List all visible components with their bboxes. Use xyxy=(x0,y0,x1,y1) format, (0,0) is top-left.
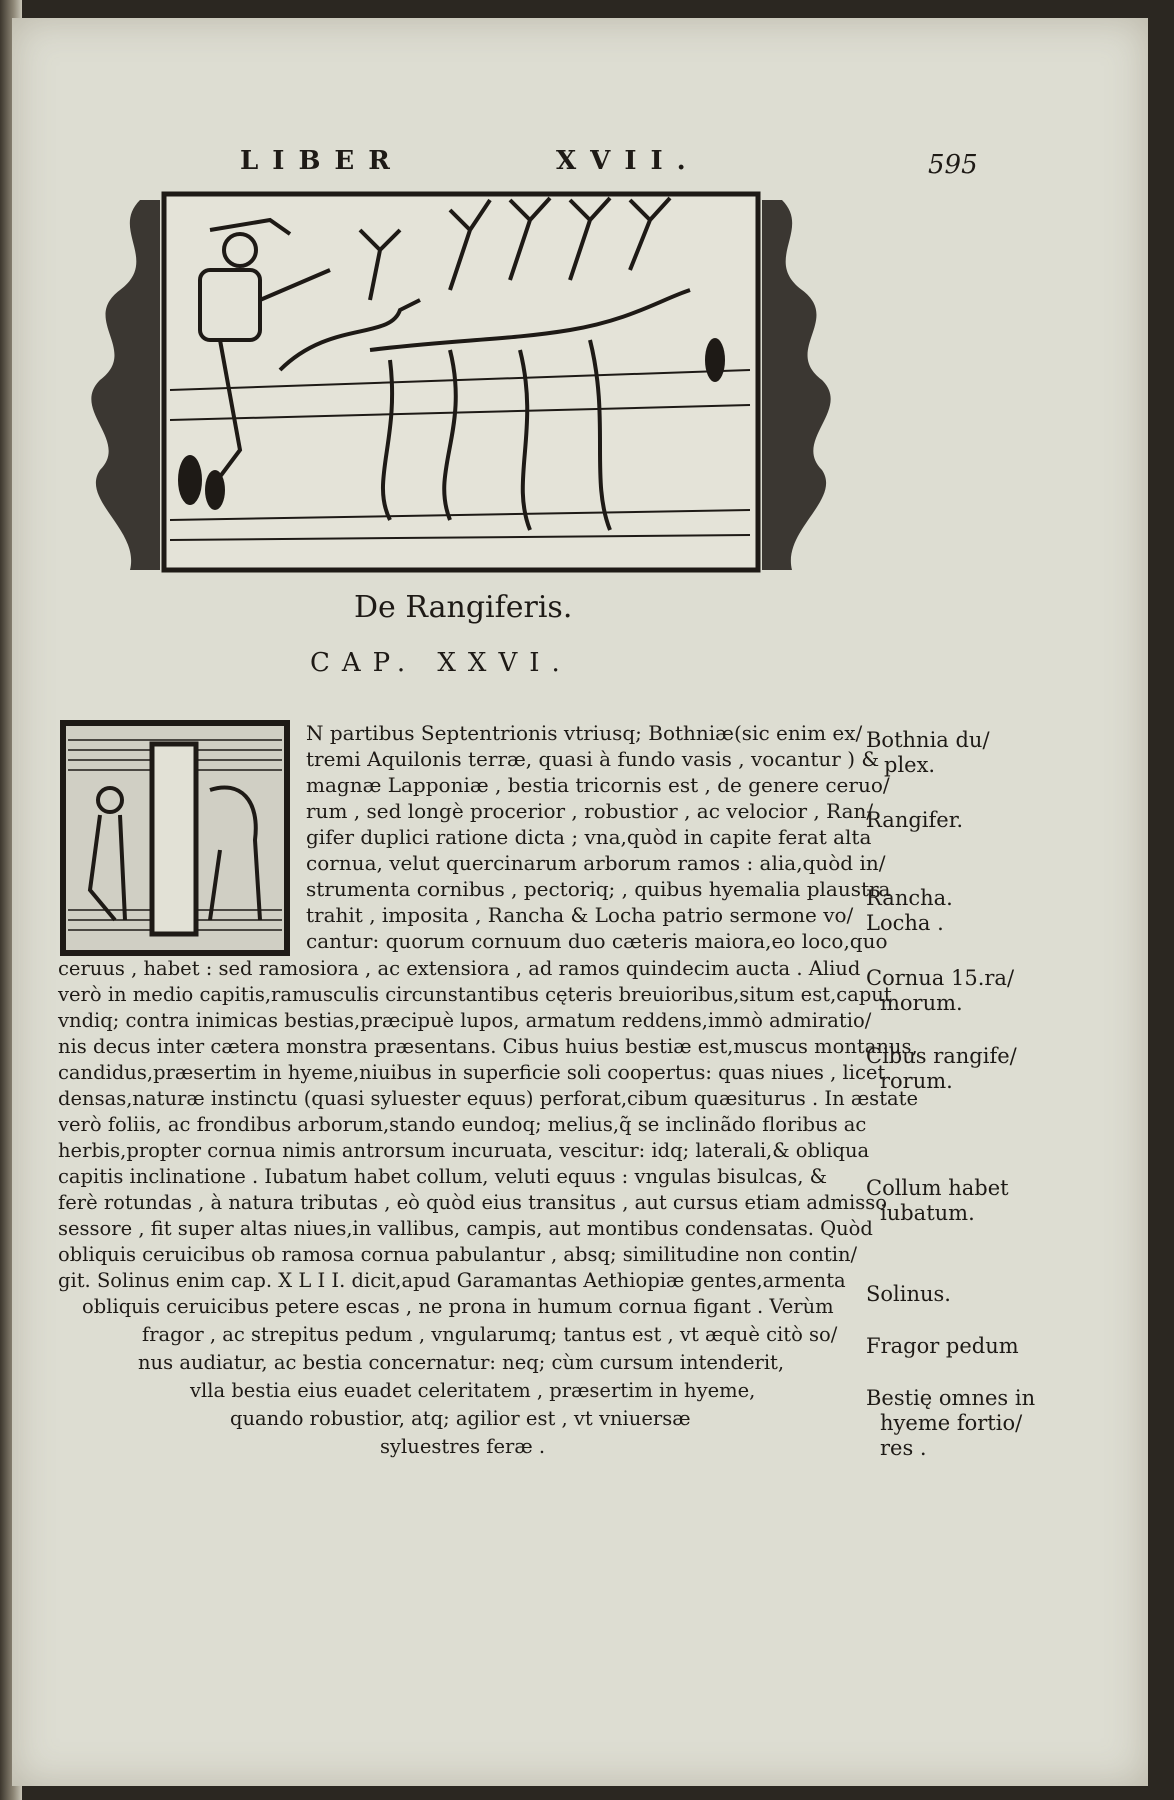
text-line: verò in medio capitis,ramusculis circunstantibus cęteris breuioribus,situm est,caput xyxy=(58,983,892,1006)
margin-note: Solinus. xyxy=(866,1282,951,1306)
folio-number: 595 xyxy=(928,150,978,180)
margin-note: Bestię omnes in hyeme fortio/ res . xyxy=(866,1386,1036,1460)
text-line: quando robustior, atq; agilior est , vt vniuersæ xyxy=(230,1407,691,1430)
text-line: ferè rotundas , à natura tributas , eò quòd eius transitus , aut cursus etiam admisso xyxy=(58,1191,887,1214)
running-head-right: XVII. xyxy=(556,146,700,176)
text-line: vndiq; contra inimicas bestias,præcipuè lupos, armatum reddens,immò admiratio/ xyxy=(58,1009,872,1032)
text-line: nus audiatur, ac bestia concernatur: neq; cùm cursum intenderit, xyxy=(138,1351,785,1374)
margin-note: Rangifer. xyxy=(866,808,964,832)
text-line: magnæ Lapponiæ , bestia tricornis est , de genere ceruo/ xyxy=(306,773,890,797)
margin-note: Cibus rangife/ rorum. xyxy=(866,1044,1017,1093)
text-line: obliquis ceruicibus petere escas , ne prona in humum cornua figant . Verùm xyxy=(82,1295,834,1318)
margin-note: Fragor pedum xyxy=(866,1334,1019,1358)
text-line: nis decus inter cætera monstra præsentans. Cibus huius bestiæ est,muscus montanus, xyxy=(58,1035,918,1058)
text-line: syluestres feræ . xyxy=(380,1435,546,1458)
text-line: densas,naturæ instinctu (quasi syluester equus) perforat,cibum quæsiturus . In æstate xyxy=(58,1087,919,1110)
running-head-left: LIBER xyxy=(240,146,404,176)
text-line: tremi Aquilonis terræ, quasi à fundo vasis , vocantur ) & xyxy=(306,747,880,771)
text-line: sessore , fit super altas niues,in vallibus, campis, aut montibus condensatas. Quòd xyxy=(58,1217,873,1240)
text-line: N partibus Septentrionis vtriusq; Bothniæ(sic enim ex/ xyxy=(306,721,863,745)
margin-note: Bothnia du/ plex. xyxy=(866,728,990,777)
section-title: De Rangiferis. xyxy=(354,590,573,625)
margin-note: Cornua 15.ra/ morum. xyxy=(866,966,1015,1015)
text-line: cornua, velut quercinarum arborum ramos : alia,quòd in/ xyxy=(306,851,886,875)
text-line: rum , sed longè procerior , robustior , ac velocior , Ran/ xyxy=(306,799,874,823)
margin-note: Rancha. Locha . xyxy=(866,886,953,935)
decorated-initial-i xyxy=(60,720,290,956)
text-line: ceruus , habet : sed ramosiora , ac extensiora , ad ramos quindecim aucta . Aliud xyxy=(58,957,861,980)
text-line: herbis,propter cornua nimis antrorsum incuruata, vescitur: idq; laterali,& obliqua xyxy=(58,1139,870,1162)
text-line: vlla bestia eius euadet celeritatem , præsertim in hyeme, xyxy=(190,1379,756,1402)
text-line: verò foliis, ac frondibus arborum,stando eundoq; melius,q̃ se inclinãdo floribus ac xyxy=(58,1113,867,1136)
text-line: capitis inclinatione . Iubatum habet collum, veluti equus : vngulas bisulcas, & xyxy=(58,1165,827,1188)
text-line: fragor , ac strepitus pedum , vngularumq; tantus est , vt æquè citò so/ xyxy=(142,1323,838,1346)
text-line: cantur: quorum cornuum duo cæteris maiora,eo loco,quo xyxy=(306,929,888,953)
text-line: obliquis ceruicibus ob ramosa cornua pabulantur , absq; similitudine non contin/ xyxy=(58,1243,858,1266)
chapter-heading: CAP. XXVI. xyxy=(310,648,572,678)
woodcut-illustration xyxy=(70,190,852,582)
text-line: trahit , imposita , Rancha & Locha patrio sermone vo/ xyxy=(306,903,854,927)
text-line: strumenta cornibus , pectoriq; , quibus hyemalia plaustra xyxy=(306,877,891,901)
margin-note: Collum habet iubatum. xyxy=(866,1176,1009,1225)
text-line: gifer duplici ratione dicta ; vna,quòd in capite ferat alta xyxy=(306,825,872,849)
text-line: candidus,præsertim in hyeme,niuibus in superficie soli coopertus: quas niues , licet xyxy=(58,1061,886,1084)
text-line: git. Solinus enim cap. X L I I. dicit,apud Garamantas Aethiopiæ gentes,armenta xyxy=(58,1269,846,1292)
